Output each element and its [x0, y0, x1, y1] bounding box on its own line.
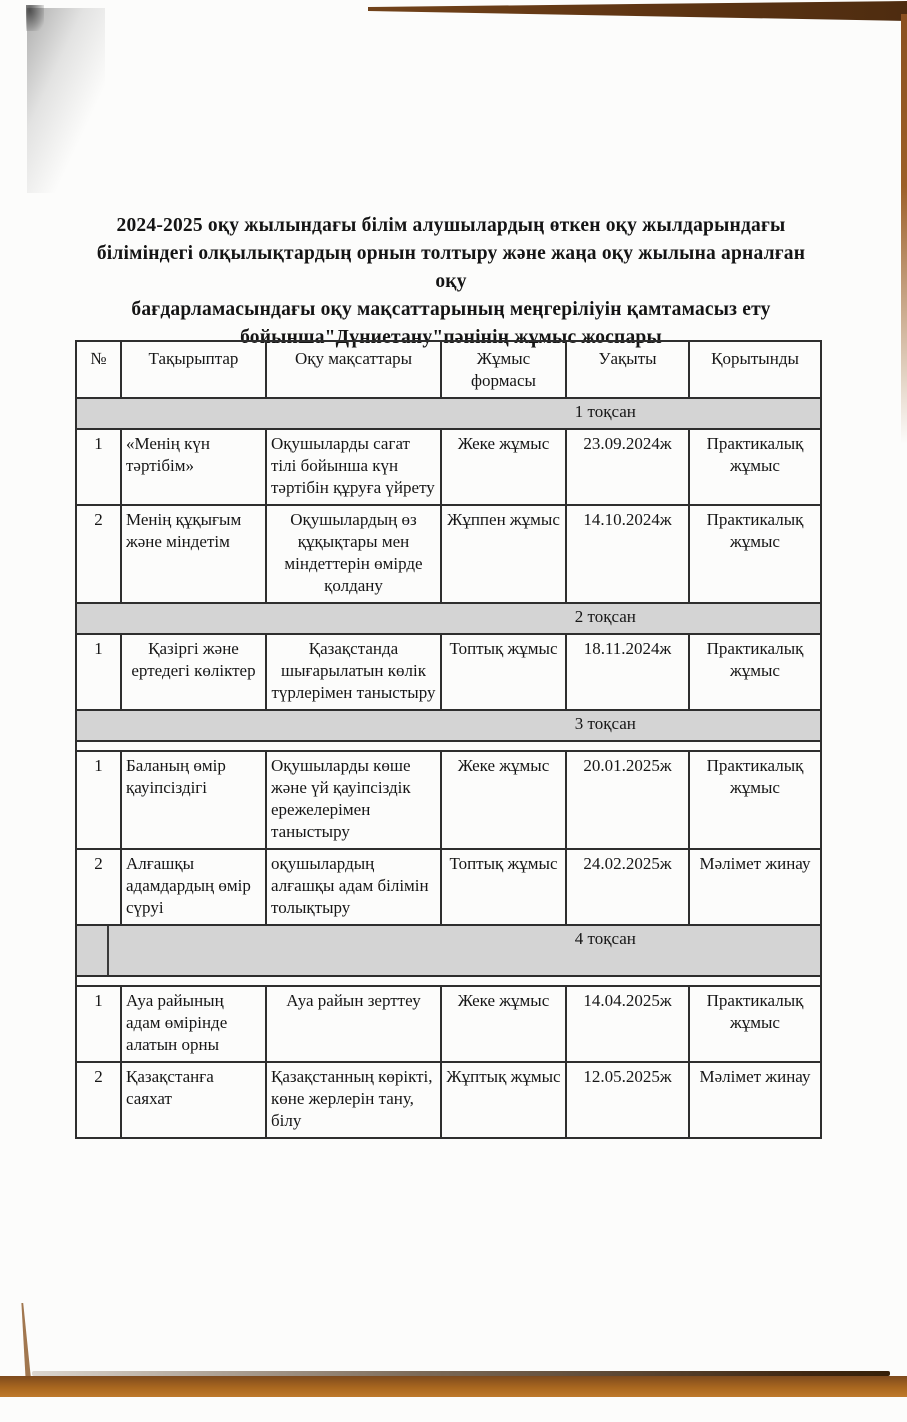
title-line: 2024-2025 оқу жылындағы білім алушылардың өткен оқу жылдарындағы — [116, 215, 786, 236]
cell-date: 18.11.2024ж — [566, 634, 689, 710]
cell-objective: Оқушыларды сагат тілі бойынша күн тәртібін құруға үйрету — [266, 429, 441, 505]
cell-date: 12.05.2025ж — [566, 1062, 689, 1138]
page-corner-smudge — [26, 5, 44, 31]
cell-no: 1 — [76, 751, 121, 849]
table-header-row — [76, 341, 821, 398]
cell-date: 24.02.2025ж — [566, 849, 689, 925]
cell-no: 1 — [76, 634, 121, 710]
band-divider-line — [107, 926, 109, 975]
cell-date: 20.01.2025ж — [566, 751, 689, 849]
cell-objective: Қазақстанның көрікті, көне жерлерін тану, білу — [266, 1062, 441, 1138]
title-line: бойынша"Дүниетану"пәнінің жұмыс жоспары — [240, 327, 662, 348]
desk-edge-bottom — [0, 1376, 907, 1397]
cell-topic: Баланың өмір қауіпсіздігі — [121, 751, 266, 849]
cell-date: 23.09.2024ж — [566, 429, 689, 505]
cell-result: Практикалық жұмыс — [689, 751, 821, 849]
desk-edge-left — [19, 1303, 31, 1379]
table-row — [76, 849, 821, 925]
cell-no: 1 — [76, 986, 121, 1062]
quarter-label: 1 тоқсан — [574, 402, 636, 421]
cell-result: Практикалық жұмыс — [689, 505, 821, 603]
cell-topic: Ауа райының адам өмірінде алатын орны — [121, 986, 266, 1062]
quarter-label: 2 тоқсан — [574, 607, 636, 626]
cell-topic: Қазіргі және ертедегі көліктер — [121, 634, 266, 710]
cell-no: 1 — [76, 429, 121, 505]
cell-objective: Қазақстанда шығарылатын көлік түрлерімен таныстыру — [266, 634, 441, 710]
cell-form: Жеке жұмыс — [441, 986, 566, 1062]
table-row — [76, 986, 821, 1062]
title-line: біліміндегі олқылықтардың орнын толтыру және жаңа оқу жылына арналған оқу — [96, 243, 806, 292]
quarter-label: 3 тоқсан — [574, 714, 636, 733]
table-row — [76, 751, 821, 849]
header-work-form: Жұмыс формасы — [441, 341, 566, 398]
cell-result: Практикалық жұмыс — [689, 986, 821, 1062]
cell-topic: Қазақстанға саяхат — [121, 1062, 266, 1138]
cell-topic: «Менің күн тәртібім» — [121, 429, 266, 505]
cell-no: 2 — [76, 505, 121, 603]
header-objectives: Оқу мақсаттары — [266, 341, 441, 398]
table-row — [76, 634, 821, 710]
cell-objective: Оқушылардың өз құқықтары мен міндеттерін өмірде қолдану — [266, 505, 441, 603]
cell-form: Жұптық жұмыс — [441, 1062, 566, 1138]
cell-date: 14.10.2024ж — [566, 505, 689, 603]
desk-edge-top — [0, 0, 907, 24]
cell-date: 14.04.2025ж — [566, 986, 689, 1062]
cell-objective: Ауа райын зерттеу — [266, 986, 441, 1062]
cell-no: 2 — [76, 1062, 121, 1138]
document-title — [80, 212, 822, 352]
cell-form: Топтық жұмыс — [441, 849, 566, 925]
cell-no: 2 — [76, 849, 121, 925]
quarter-label: 4 тоқсан — [574, 929, 636, 948]
table-row — [76, 505, 821, 603]
cell-result: Практикалық жұмыс — [689, 429, 821, 505]
cell-objective: Оқушыларды көше және үй қауіпсіздік ережелерімен таныстыру — [266, 751, 441, 849]
table-row — [76, 1062, 821, 1138]
cell-form: Жұппен жұмыс — [441, 505, 566, 603]
section-band-q4 — [76, 925, 821, 976]
page-corner-shadow — [27, 8, 105, 193]
header-topics: Тақырыптар — [121, 341, 266, 398]
header-time: Уақыты — [566, 341, 689, 398]
cell-result: Практикалық жұмыс — [689, 634, 821, 710]
cell-objective: оқушылардың алғашқы адам білімін толықтыру — [266, 849, 441, 925]
header-no: № — [76, 341, 121, 398]
work-plan-table — [75, 340, 822, 1139]
cell-topic: Менің құқығым және міндетім — [121, 505, 266, 603]
header-result: Қорытынды — [689, 341, 821, 398]
desk-edge-right — [901, 14, 907, 444]
table-row — [76, 429, 821, 505]
cell-result: Мәлімет жинау — [689, 849, 821, 925]
cell-form: Топтық жұмыс — [441, 634, 566, 710]
title-line: бағдарламасындағы оқу мақсаттарының меңгеріліуін қамтамасыз ету — [131, 299, 771, 320]
table-spacer — [76, 976, 821, 986]
cell-result: Мәлімет жинау — [689, 1062, 821, 1138]
table-spacer — [76, 741, 821, 751]
cell-topic: Алғашқы адамдардың өмір сүруі — [121, 849, 266, 925]
section-band-q3 — [76, 710, 821, 741]
cell-form: Жеке жұмыс — [441, 751, 566, 849]
cell-form: Жеке жұмыс — [441, 429, 566, 505]
section-band-q2 — [76, 603, 821, 634]
section-band-q1 — [76, 398, 821, 429]
